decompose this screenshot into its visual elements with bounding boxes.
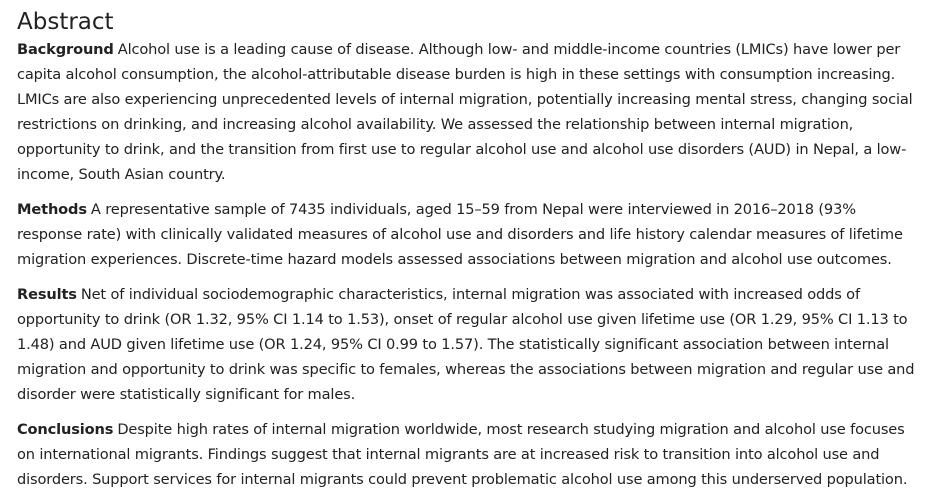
abstract-section-conclusions	[17, 417, 922, 492]
section-text-background: Alcohol use is a leading cause of disease. Although low- and middle-income countries (LMICs) have lower per capita alcohol consumption, the alcohol-attributable disease burden is high in these settings with consumption increasing. LMICs are also experiencing unprecedented levels of internal migration, potentially increasing mental stress, changing social restrictions on drinking, and increasing alcohol availability. We assessed the relationship between internal migration, opportunity to drink, and the transition from first use to regular alcohol use and alcohol use disorders (AUD) in Nepal, a low-income, South Asian country.	[17, 41, 913, 183]
section-heading-conclusions: Conclusions	[17, 421, 114, 438]
section-heading-methods: Methods	[17, 201, 87, 218]
abstract-section-background	[17, 37, 922, 187]
section-text-conclusions: Despite high rates of internal migration worldwide, most research studying migration and alcohol use focuses on international migrants. Findings suggest that internal migrants are at increased risk to transition into alcohol use and disorders. Support services for internal migrants could prevent problematic alcohol use among this underserved population.	[17, 421, 908, 488]
section-heading-results: Results	[17, 286, 77, 303]
abstract-section-results	[17, 282, 922, 407]
abstract-section-methods	[17, 197, 922, 272]
section-text-methods: A representative sample of 7435 individuals, aged 15–59 from Nepal were interviewed in 2016–2018 (93% response rate) with clinically validated measures of alcohol use and disorders and life history calendar measures of lifetime migration experiences. Discrete-time hazard models assessed associations between migration and alcohol use outcomes.	[17, 201, 903, 268]
section-text-results: Net of individual sociodemographic characteristics, internal migration was associated with increased odds of opportunity to drink (OR 1.32, 95% CI 1.14 to 1.53), onset of regular alcohol use given lifetime use (OR 1.29, 95% CI 1.13 to 1.48) and AUD given lifetime use (OR 1.24, 95% CI 0.99 to 1.57). The statistically significant association between internal migration and opportunity to drink was specific to females, whereas the associations between migration and regular use and disorder were statistically significant for males.	[17, 286, 915, 403]
section-heading-background: Background	[17, 41, 114, 58]
abstract-title: Abstract	[17, 9, 114, 35]
